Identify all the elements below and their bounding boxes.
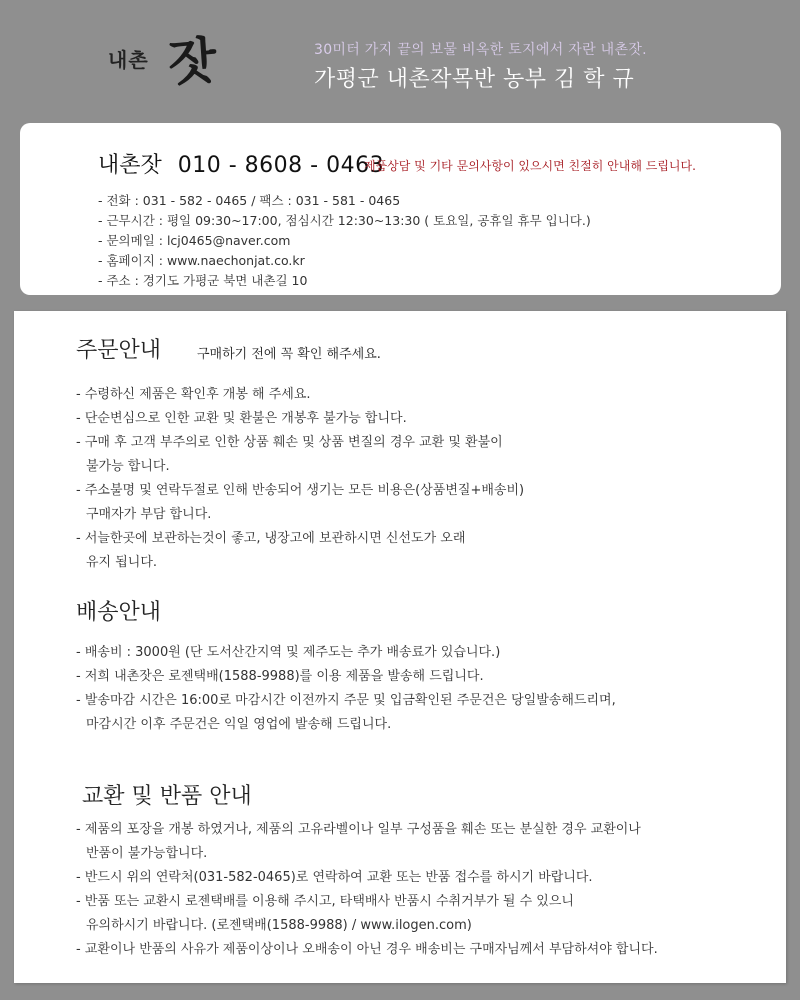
list-item: 불가능 합니다. [86,459,170,474]
shipping-notice-list [76,641,616,737]
exchange-notice-list [76,818,658,962]
contact-note: 제품상담 및 기타 문의사항이 있으시면 친절히 안내해 드립니다. [364,159,696,173]
contact-phone: 010 - 8608 - 0463 [177,153,385,178]
order-notice-list [76,383,524,575]
list-item: 마감시간 이후 주문건은 익일 영업에 발송해 드립니다. [86,717,392,732]
list-item: 구매자가 부담 합니다. [86,507,212,522]
list-item: - 발송마감 시간은 16:00로 마감시간 이전까지 주문 및 입금확인된 주문건은 당일발송해드리며, [76,693,616,708]
brand-logo [108,28,238,98]
list-item: - 배송비 : 3000원 (단 도서산간지역 및 제주도는 추가 배송료가 있습니다.) [76,645,501,660]
contact-homepage[interactable]: - 홈페이지 : www.naechonjat.co.kr [98,253,305,268]
farmer-title: 가평군 내촌작목반 농부 김 학 규 [314,67,635,92]
exchange-section-title: 교환 및 반품 안내 [82,784,252,809]
list-item: - 교환이나 반품의 사유가 제품이상이나 오배송이 아닌 경우 배송비는 구매자님께서 부담하셔야 합니다. [76,942,658,957]
list-item: - 구매 후 고객 부주의로 인한 상품 훼손 및 상품 변질의 경우 교환 및 환불이 [76,435,503,450]
list-item: 유의하시기 바랍니다. (로젠택배(1588-9988) / www.ilogen.com) [86,918,472,933]
logo-small-text: 내촌 [108,48,149,72]
contact-brand: 내촌잣 [98,153,162,178]
list-item: 유지 됩니다. [86,555,158,570]
contact-tel-fax: - 전화 : 031 - 582 - 0465 / 팩스 : 031 - 581 - 0465 [98,193,401,208]
info-panel [14,311,786,983]
contact-email[interactable]: - 문의메일 : lcj0465@naver.com [98,233,291,248]
contact-card [20,123,781,295]
logo-big-text: 잣 [166,30,219,93]
tagline: 30미터 가지 끝의 보물 비옥한 토지에서 자란 내촌잣. [314,42,647,58]
list-item: - 서늘한곳에 보관하는것이 좋고, 냉장고에 보관하시면 신선도가 오래 [76,531,466,546]
contact-info-list [98,191,591,291]
contact-address: - 주소 : 경기도 가평군 북면 내촌길 10 [98,273,308,288]
list-item: - 반품 또는 교환시 로젠택배를 이용해 주시고, 타택배사 반품시 수취거부가 될 수 있으니 [76,894,574,909]
list-item: 반품이 불가능합니다. [86,846,208,861]
list-item: - 단순변심으로 인한 교환 및 환불은 개봉후 불가능 합니다. [76,411,407,426]
list-item: - 주소불명 및 연락두절로 인해 반송되어 생기는 모든 비용은(상품변질+배송비) [76,483,525,498]
order-section-subtitle: 구매하기 전에 꼭 확인 해주세요. [197,347,381,362]
contact-hours: - 근무시간 : 평일 09:30~17:00, 점심시간 12:30~13:30 ( 토요일, 공휴일 휴무 입니다.) [98,213,591,228]
shipping-section-title: 배송안내 [76,600,162,625]
list-item: - 수령하신 제품은 확인후 개봉 해 주세요. [76,387,311,402]
list-item: - 제품의 포장을 개봉 하였거나, 제품의 고유라벨이나 일부 구성품을 훼손 또는 분실한 경우 교환이나 [76,822,641,837]
contact-brand-line [98,148,384,179]
order-section-title: 주문안내 [76,338,162,363]
list-item: - 저희 내촌잣은 로젠택배(1588-9988)를 이용 제품을 발송해 드립니다. [76,669,484,684]
list-item: - 반드시 위의 연락처(031-582-0465)로 연락하여 교환 또는 반품 접수를 하시기 바랍니다. [76,870,593,885]
